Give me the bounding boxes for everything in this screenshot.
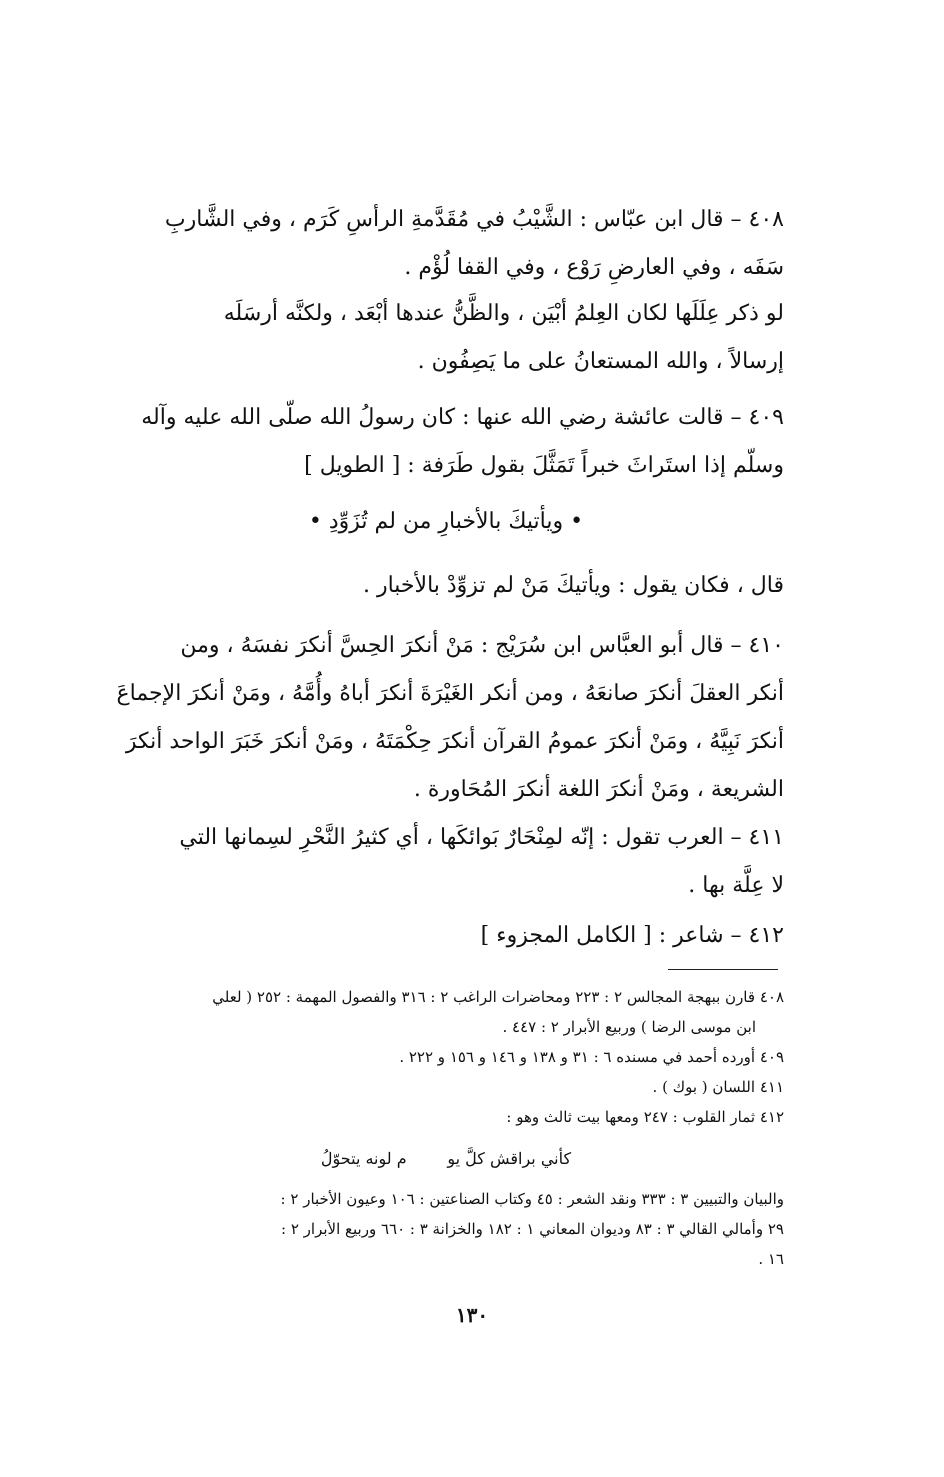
entry-409 (108, 394, 784, 490)
entry-line: أنكر العقلَ أنكرَ صانعَهُ ، ومن أنكر الغَيْرَةَ أنكرَ أباهُ وأُمَّهُ ، ومَنْ أنكرَ الإجماعَ (116, 681, 784, 706)
footnote-line: ٢٩ وأمالي القالي ٣ : ٨٣ وديوان المعاني ١ : ١٨٢ والخزانة ٣ : ٦٦٠ وربيع الأبرار ٢ : (281, 1220, 784, 1238)
footnote-line: ٤١٢ ثمار القلوب : ٢٤٧ ومعها بيت ثالث وهو : (506, 1108, 784, 1126)
footnotes-continued (108, 1184, 784, 1274)
entry-line: سَفَه ، وفي العارضِ رَوْع ، وفي القفا لُؤْم . (404, 255, 784, 280)
footnote-verse (108, 1144, 784, 1174)
footnote-line: ٤٠٩ أورده أحمد في مسنده ٦ : ٣١ و ١٣٨ و ١٤٦ و ١٥٦ و ٢٢٢ . (399, 1048, 784, 1066)
entry-line: ٤١٠ – قال أبو العبَّاس ابن سُرَيْج : مَنْ أنكرَ الحِسَّ أنكرَ نفسَهُ ، ومن (180, 633, 784, 658)
footnote-verse-line: كأني براقش كلَّ يو م لونه يتحوّلُ (320, 1149, 572, 1168)
entry-409-comment (108, 562, 784, 610)
entry-line: ٤١٢ – شاعر : [ الكامل المجزوء ] (480, 923, 784, 948)
verse-line: • ويأتيكَ بالأخبارِ من لم تُزَوِّدِ • (308, 509, 584, 534)
entry-line: ٤١١ – العرب تقول : إنّه لمِنْحَارٌ بَوائكَها ، أي كثيرُ النَّحْرِ لسِمانها التي (179, 825, 784, 850)
entry-411 (108, 814, 784, 910)
entry-line: لو ذكر عِلَلَها لكان العِلمُ أبْيَن ، والظَّنُّ عندها أبْعَد ، ولكنَّه أرسَلَه (223, 301, 784, 326)
entry-line: قال ، فكان يقول : ويأتيكَ مَنْ لم تزوِّدْ بالأخبار . (362, 573, 784, 598)
entry-line: وسلّم إذا استَراثَ خبراً تَمَثَّلَ بقول طَرَفة : [ الطويل ] (304, 453, 784, 478)
entry-410 (108, 622, 784, 814)
entry-408 (108, 196, 784, 292)
entry-line: لا عِلَّة بها . (688, 873, 784, 898)
footnote-rule (668, 969, 778, 970)
poem-verse (108, 498, 784, 546)
footnote-line: ابن موسى الرضا ) وربيع الأبرار ٢ : ٤٤٧ . (502, 1018, 756, 1036)
entry-line: إرسالاً ، والله المستعانُ على ما يَصِفُون . (417, 349, 784, 374)
entry-line: ٤٠٨ – قال ابن عبّاس : الشَّيْبُ في مُقَدَّمةِ الرأسِ كَرَم ، وفي الشَّاربِ (164, 207, 784, 232)
footnotes (108, 982, 784, 1132)
footnote-line: ٤٠٨ قارن ببهجة المجالس ٢ : ٢٢٣ ومحاضرات الراغب ٢ : ٣١٦ والفصول المهمة : ٢٥٢ ( لعلي (212, 988, 784, 1006)
footnote-line: ١٦ . (758, 1250, 784, 1268)
entry-408-comment (108, 290, 784, 386)
entry-line: الشريعة ، ومَنْ أنكرَ اللغة أنكرَ المُحَاورة . (413, 777, 784, 802)
footnote-line: والبيان والتبيين ٣ : ٣٣٣ ونقد الشعر : ٤٥ وكتاب الصناعتين : ١٠٦ وعيون الأخبار ٢ : (280, 1190, 784, 1208)
footnote-line: ٤١١ اللسان ( بوك ) . (652, 1078, 784, 1096)
entry-line: ٤٠٩ – قالت عائشة رضي الله عنها : كان رسولُ الله صلّى الله عليه وآله (141, 405, 784, 430)
page-number: ١٣٠ (455, 1303, 489, 1327)
entry-line: أنكرَ نَبِيَّهُ ، ومَنْ أنكرَ عمومُ القرآن أنكرَ حِكْمَتَهُ ، ومَنْ أنكرَ خَبَرَ الواحد أنكرَ (125, 729, 784, 754)
entry-412 (108, 912, 784, 960)
